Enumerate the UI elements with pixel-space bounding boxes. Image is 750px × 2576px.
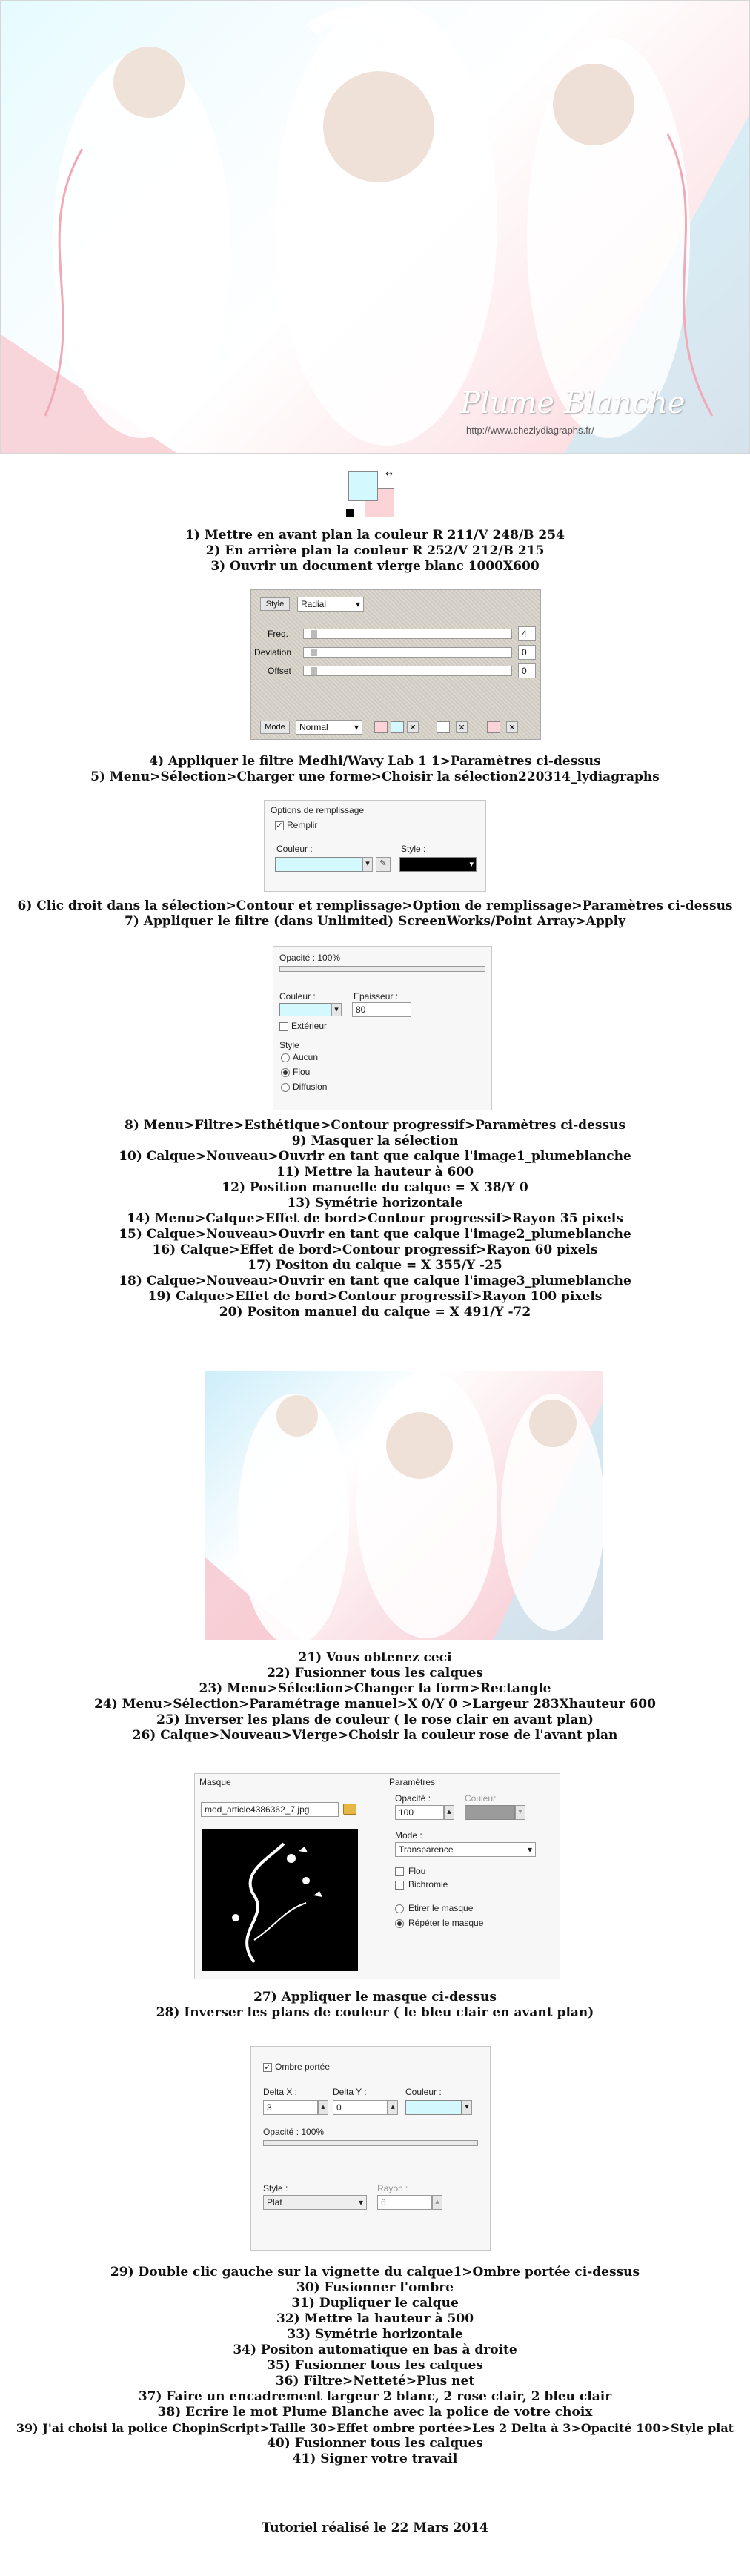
freq-value[interactable]: 4: [518, 626, 536, 641]
step-text: 34) Positon automatique en bas à droite: [233, 2342, 517, 2357]
bichromie-checkbox[interactable]: [395, 1881, 404, 1890]
close-icon[interactable]: ✕: [456, 721, 468, 733]
drop-shadow-panel: [250, 2046, 491, 2251]
blur-checkbox[interactable]: [395, 1867, 404, 1876]
step-text: 3) Ouvrir un document vierge blanc 1000X600: [210, 559, 540, 574]
freq-slider[interactable]: [303, 629, 512, 639]
style-blur-radio[interactable]: [281, 1068, 290, 1077]
step-text: 37) Faire un encadrement largeur 2 blanc, 2 rose clair, 2 bleu clair: [138, 2389, 612, 2404]
fill-checkbox[interactable]: ✓: [276, 821, 283, 830]
dropdown-icon: ▾: [515, 1805, 525, 1820]
intermediate-result-image: [205, 1371, 603, 1640]
color4-swatch[interactable]: [487, 721, 500, 733]
thickness-label: Epaisseur :: [354, 991, 399, 1001]
step-text: 30) Fusionner l'ombre: [296, 2280, 454, 2295]
step-text: 21) Vous obtenez ceci: [298, 1650, 452, 1665]
dropdown-icon[interactable]: ▾: [462, 2100, 472, 2115]
step-text: 25) Inverser les plans de couleur ( le rose clair en avant plan): [156, 1712, 594, 1727]
step-text: 29) Double clic gauche sur la vignette du calque1>Ombre portée ci-dessus: [110, 2265, 640, 2279]
stretch-mask-label: Etirer le masque: [408, 1903, 474, 1913]
spinner-icon[interactable]: ▴: [318, 2100, 328, 2115]
opacity-label: Opacité : 100%: [279, 953, 341, 963]
close-icon[interactable]: ✕: [407, 721, 419, 733]
repeat-mask-radio[interactable]: [395, 1919, 404, 1928]
footer-date: Tutoriel réalisé le 22 Mars 2014: [262, 2520, 488, 2535]
slider-thumb[interactable]: [311, 630, 317, 638]
step-text: 14) Menu>Calque>Effet de bord>Contour progressif>Rayon 35 pixels: [127, 1211, 623, 1226]
mode-select-value: Normal: [299, 722, 328, 732]
slider-thumb[interactable]: [311, 649, 317, 656]
step-text: 36) Filtre>Netteté>Plus net: [275, 2374, 475, 2388]
banner-title: Plume Blanche: [460, 386, 686, 420]
deviation-value[interactable]: 0: [518, 645, 536, 660]
offset-label: Offset: [268, 666, 291, 676]
close-icon[interactable]: ✕: [506, 721, 518, 733]
shadow-color-label: Couleur :: [405, 2087, 442, 2097]
color3-swatch[interactable]: [437, 721, 450, 733]
mask-preview: [202, 1829, 358, 1971]
step-text: 33) Symétrie horizontale: [287, 2327, 463, 2342]
step-text: 8) Menu>Filtre>Esthétique>Contour progressif>Paramètres ci-dessus: [125, 1118, 625, 1133]
step-text: 26) Calque>Nouveau>Vierge>Choisir la couleur rose de l'avant plan: [132, 1728, 618, 1743]
fill-check-label: Remplir: [287, 820, 318, 830]
shadow-style-label: Style :: [263, 2183, 288, 2193]
reset-colors-icon[interactable]: [345, 509, 354, 517]
step-text: 40) Fusionner tous les calques: [267, 2436, 483, 2451]
color-palette: [345, 468, 397, 520]
step-text: 23) Menu>Sélection>Changer la form>Rectangle: [199, 1681, 551, 1696]
step-text: 11) Mettre la hauteur à 600: [276, 1165, 474, 1179]
step-text: 16) Calque>Effet de bord>Contour progressif>Rayon 60 pixels: [152, 1242, 598, 1257]
dropdown-icon[interactable]: ▾: [331, 1003, 342, 1016]
contour-color-swatch[interactable]: [279, 1003, 331, 1016]
banner-image: [0, 0, 750, 454]
shadow-style-value: Plat: [267, 2197, 282, 2208]
color2-swatch[interactable]: [391, 721, 404, 733]
style-group-label: Style: [279, 1040, 299, 1050]
delta-x-label: Delta X :: [263, 2087, 298, 2097]
stretch-mask-radio[interactable]: [395, 1904, 404, 1913]
spinner-icon[interactable]: ▴: [388, 2100, 398, 2115]
thickness-input[interactable]: 80: [352, 1002, 411, 1017]
dropdown-icon[interactable]: ▾: [362, 857, 373, 872]
step-text: 38) Ecrire le mot Plume Blanche avec la police de votre choix: [157, 2405, 593, 2420]
step-text: 35) Fusionner tous les calques: [267, 2358, 483, 2373]
step-text: 5) Menu>Sélection>Charger une forme>Choisir la sélection220314_lydiagraphs: [90, 769, 660, 784]
step-text: 17) Positon du calque = X 355/Y -25: [248, 1258, 502, 1273]
step-text: 41) Signer votre travail: [292, 2451, 458, 2466]
step-text: 2) En arrière plan la couleur R 252/V 212/B 215: [205, 543, 545, 558]
style-select[interactable]: [297, 597, 364, 612]
chevron-down-icon: ▾: [469, 860, 474, 869]
mask-opacity-input[interactable]: 100: [395, 1805, 444, 1820]
radius-label: Rayon :: [377, 2183, 408, 2193]
style-diffusion-label: Diffusion: [293, 1082, 328, 1092]
swap-colors-icon[interactable]: ↔: [385, 468, 394, 479]
shadow-opacity-slider[interactable]: [263, 2140, 478, 2146]
spinner-icon: ▴: [432, 2195, 442, 2210]
chevron-down-icon: ▾: [354, 722, 359, 732]
shadow-style-select[interactable]: [263, 2195, 367, 2210]
mode-label-button: Mode: [260, 721, 290, 734]
mask-mode-value: Transparence: [399, 1844, 454, 1855]
shadow-color-swatch[interactable]: [405, 2100, 462, 2115]
step-text: 18) Calque>Nouveau>Ouvrir en tant que calque l'image3_plumeblanche: [119, 1274, 631, 1288]
step-text: 7) Appliquer le filtre (dans Unlimited) ScreenWorks/Point Array>Apply: [125, 914, 625, 929]
style-none-label: Aucun: [293, 1052, 319, 1062]
step-text: 4) Appliquer le filtre Medhi/Wavy Lab 1 1>Paramètres ci-dessus: [149, 754, 601, 769]
delta-y-input[interactable]: 0: [333, 2100, 388, 2115]
step-text: 12) Position manuelle du calque = X 38/Y 0: [222, 1180, 528, 1195]
step-text: 32) Mettre la hauteur à 500: [276, 2311, 474, 2326]
step-text: 28) Inverser les plans de couleur ( le bleu clair en avant plan): [156, 2005, 594, 2020]
mask-panel: [194, 1773, 560, 1979]
fill-color-swatch[interactable]: [275, 857, 362, 872]
mask-opacity-label: Opacité :: [395, 1793, 431, 1804]
bichromie-label: Bichromie: [408, 1879, 448, 1890]
mask-mode-label: Mode :: [395, 1830, 422, 1841]
step-text: 1) Mettre en avant plan la couleur R 211/V 248/B 254: [185, 528, 565, 543]
style-diffusion-radio[interactable]: [281, 1083, 290, 1092]
step-text: 19) Calque>Effet de bord>Contour progressif>Rayon 100 pixels: [147, 1289, 603, 1304]
slider-thumb[interactable]: [311, 667, 317, 675]
offset-slider[interactable]: [303, 666, 512, 676]
delta-y-label: Delta Y :: [333, 2087, 367, 2097]
step-text: 20) Positon manuel du calque = X 491/Y -72: [219, 1305, 531, 1320]
radius-input: 6: [377, 2195, 432, 2210]
step-text: 6) Clic droit dans la sélection>Contour et remplissage>Option de remplissage>Paramètres ci-dessus: [17, 898, 733, 913]
wavy-lab-panel: [250, 589, 541, 740]
step-text: 31) Dupliquer le calque: [291, 2296, 459, 2311]
drop-shadow-checkbox[interactable]: ✓: [264, 2063, 271, 2072]
step-text: 27) Appliquer le masque ci-dessus: [253, 1990, 497, 2004]
delta-x-input[interactable]: 3: [263, 2100, 318, 2115]
repeat-mask-label: Répéter le masque: [408, 1918, 484, 1928]
result-artwork: [205, 1371, 603, 1640]
opacity-slider[interactable]: [279, 966, 485, 972]
mode-select[interactable]: [296, 720, 362, 735]
chevron-down-icon: ▾: [358, 2197, 363, 2208]
fill-options-panel: [264, 800, 486, 892]
deviation-slider[interactable]: [303, 647, 512, 658]
params-title: Paramètres: [389, 1777, 436, 1787]
fill-style-select[interactable]: [399, 857, 477, 872]
mask-file-input[interactable]: mod_article4386362_7.jpg: [201, 1802, 339, 1817]
contour-color-label: Couleur :: [279, 991, 316, 1001]
step-text: 13) Symétrie horizontale: [287, 1196, 463, 1211]
step-text: 9) Masquer la sélection: [291, 1133, 459, 1148]
exterior-checkbox[interactable]: [279, 1022, 288, 1031]
mask-title: Masque: [199, 1777, 231, 1787]
chevron-down-icon: ▾: [527, 1844, 532, 1855]
style-select-value: Radial: [301, 599, 327, 609]
step-text: 39) J'ai choisi la police ChopinScript>Taille 30>Effet ombre portée>Les 2 Delta à 3>Opacité 100>Style plat: [16, 2421, 734, 2435]
style-label-button: Style: [260, 597, 290, 611]
offset-value[interactable]: 0: [518, 663, 536, 678]
exterior-label: Extérieur: [291, 1021, 328, 1031]
blur-label: Flou: [408, 1866, 426, 1876]
step-text: 15) Calque>Nouveau>Ouvrir en tant que calque l'image2_plumeblanche: [119, 1227, 631, 1242]
mask-mode-select[interactable]: [395, 1842, 536, 1857]
mask-swirl-art: [202, 1829, 358, 1971]
mask-color-swatch: [465, 1805, 515, 1820]
step-text: 22) Fusionner tous les calques: [267, 1666, 483, 1681]
fill-style-label: Style :: [401, 844, 426, 854]
feather-panel: [273, 946, 492, 1110]
eyedropper-icon[interactable]: ✎: [376, 857, 391, 872]
drop-shadow-label: Ombre portée: [275, 2062, 331, 2072]
style-none-radio[interactable]: [281, 1053, 290, 1062]
folder-icon[interactable]: [343, 1804, 356, 1815]
color1-swatch[interactable]: [374, 721, 388, 733]
step-text: 10) Calque>Nouveau>Ouvrir en tant que calque l'image1_plumeblanche: [119, 1149, 631, 1164]
banner-url: http://www.chezlydiagraphs.fr/: [466, 425, 594, 436]
foreground-color-swatch[interactable]: [348, 471, 378, 501]
shadow-opacity-label: Opacité : 100%: [263, 2127, 325, 2137]
chevron-down-icon: ▾: [355, 599, 360, 609]
fill-title: Options de remplissage: [271, 805, 365, 815]
freq-label: Freq.: [268, 629, 289, 639]
fill-color-label: Couleur :: [276, 844, 313, 854]
step-text: 24) Menu>Sélection>Paramétrage manuel>X 0/Y 0 >Largeur 283Xhauteur 600: [94, 1697, 656, 1712]
mask-color-label: Couleur: [465, 1793, 497, 1804]
style-blur-label: Flou: [293, 1067, 311, 1077]
spinner-icon[interactable]: ▴: [444, 1805, 454, 1820]
deviation-label: Deviation: [254, 647, 292, 658]
